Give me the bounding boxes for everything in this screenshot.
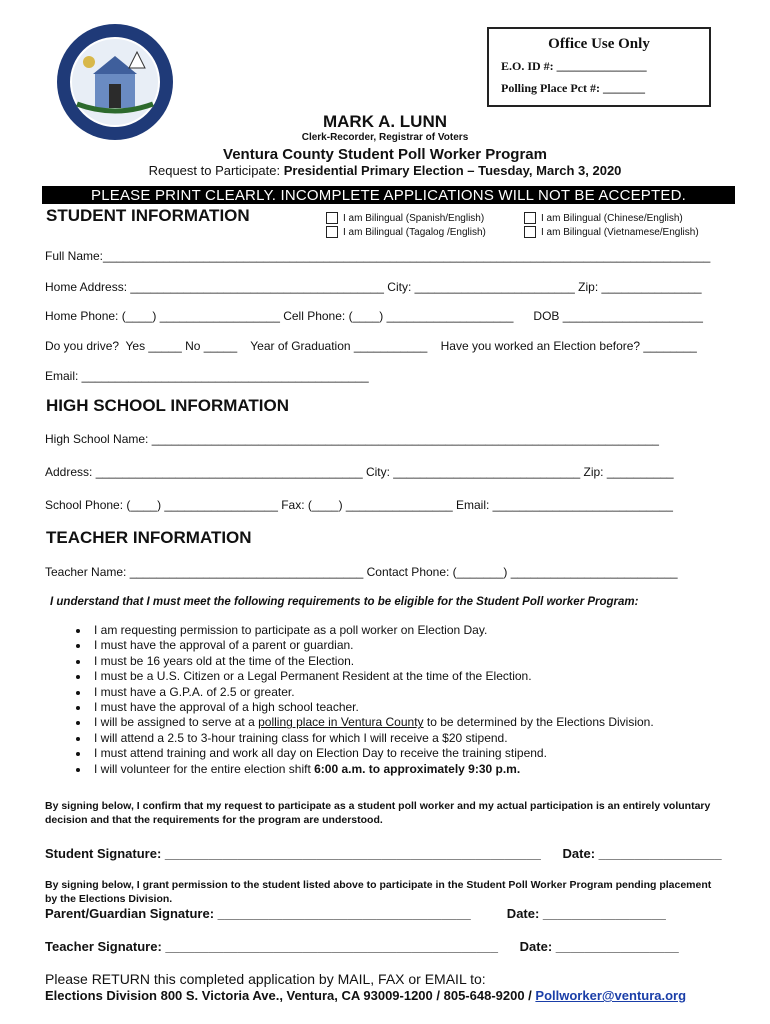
program-title: Ventura County Student Poll Worker Program [223,146,547,163]
office-use-box [487,27,711,107]
list-item [90,762,730,777]
drive-graduation-fields[interactable]: Do you drive? Yes _____ No _____ Year of Graduation ___________ Have you worked an Election before? ________ [45,339,697,353]
school-contact-fields[interactable]: School Phone: (____) _________________ Fax: (____) ________________ Email: ___________________________ [45,498,673,512]
bilingual-spanish-label: I am Bilingual (Spanish/English) [343,212,485,224]
list-item: • I must be 16 years old at the time of the Election. [90,654,730,669]
office-use-title: Office Use Only [548,36,650,52]
election-name: Presidential Primary Election – Tuesday, March 3, 2020 [283,163,622,178]
email-link[interactable]: Pollworker@ventura.org [535,988,687,1003]
requirements-list [48,623,730,777]
list-item: • I must have the approval of a high school teacher. [90,700,730,715]
checkbox-box[interactable] [524,226,536,238]
student-signature-line[interactable]: Student Signature: ____________________________________________________ Date: _________________ [45,846,722,861]
bilingual-chinese-label: I am Bilingual (Chinese/English) [541,212,683,224]
full-name-field[interactable]: Full Name:___________________________________________________________________________________________ [45,249,711,263]
teacher-signature-line[interactable]: Teacher Signature: ______________________________________________ Date: _________________ [45,939,679,954]
bilingual-tagalog-label: I am Bilingual (Tagalog /English) [343,226,486,238]
high-school-heading: HIGH SCHOOL INFORMATION [46,396,290,415]
shift-hours: 6:00 a.m. to approximately 9:30 p.m. [314,761,521,776]
assign-link: polling place in Ventura County [258,715,424,730]
requirements-intro: I understand that I must meet the following requirements to be eligible for the Student Poll worker Program: [50,596,639,608]
eo-id-field[interactable]: E.O. ID #: _______________ [501,59,647,73]
checkbox-box[interactable] [326,226,338,238]
bilingual-vietnamese-label: I am Bilingual (Vietnamese/English) [541,226,699,238]
address-text: Elections Division 800 S. Victoria Ave., Ventura, CA 93009-1200 / 805-648-9200 / [45,988,536,1003]
list-item: • I am requesting permission to participate as a poll worker on Election Day. [90,623,730,638]
list-item: • I must be a U.S. Citizen or a Legal Permanent Resident at the time of the Election. [90,669,730,684]
phone-dob-fields[interactable]: Home Phone: (____) __________________ Cell Phone: (____) ___________________ DOB _____________________ [45,309,703,323]
school-address-field[interactable]: Address: ________________________________________ City: ____________________________ Zip: __________ [45,465,674,479]
high-school-name-field[interactable]: High School Name: ____________________________________________________________________________ [45,432,659,446]
shift-prefix: I will volunteer for the entire election shift [94,761,315,776]
list-item: • I must have the approval of a parent or guardian. [90,638,730,653]
teacher-fields[interactable]: Teacher Name: ___________________________________ Contact Phone: (_______) _________________________ [45,565,678,579]
bilingual-spanish-checkbox[interactable] [326,212,484,224]
teacher-info-heading: TEACHER INFORMATION [46,528,252,547]
print-clearly-banner: PLEASE PRINT CLEARLY. INCOMPLETE APPLICATIONS WILL NOT BE ACCEPTED. [42,186,735,204]
student-email-field[interactable]: Email: ___________________________________________ [45,369,369,383]
checkbox-box[interactable] [326,212,338,224]
list-item: • I will attend a 2.5 to 3-hour training class for which I will receive a $20 stipend. [90,731,730,746]
request-line [0,163,770,178]
registrar-name: MARK A. LUNN [322,112,448,131]
list-item: • I must have a G.P.A. of 2.5 or greater. [90,685,730,700]
polling-place-field[interactable]: Polling Place Pct #: _______ [501,81,645,95]
bilingual-vietnamese-checkbox[interactable] [524,226,699,238]
list-item: • I must attend training and work all day on Election Day to receive the training stipend. [90,746,730,761]
student-info-heading: STUDENT INFORMATION [46,206,250,225]
confirm-statement: By signing below, I confirm that my request to participate as a student poll worker and my actual participation is an entirely voluntary decision and that the requirements for the program are understood. [45,800,711,826]
list-item [90,715,730,730]
parent-signature-line[interactable]: Parent/Guardian Signature: ___________________________________ Date: _________________ [45,906,666,921]
permission-statement: By signing below, I grant permission to the student listed above to participate in the Student Poll Worker Program pending placement by the Elections Division. [45,879,712,905]
assign-prefix: I will be assigned to serve at a [94,715,259,730]
request-prefix: Request to Participate: [148,163,284,178]
elections-address [45,988,686,1003]
bilingual-chinese-checkbox[interactable] [524,212,683,224]
checkbox-box[interactable] [524,212,536,224]
return-instructions: Please RETURN this completed application by MAIL, FAX or EMAIL to: [45,971,486,987]
bilingual-tagalog-checkbox[interactable] [326,226,486,238]
registrar-title: Clerk-Recorder, Registrar of Voters [301,132,469,143]
assign-suffix: to be determined by the Elections Division. [423,715,654,730]
home-address-field[interactable]: Home Address: ______________________________________ City: ________________________ Zip: _______________ [45,280,702,294]
